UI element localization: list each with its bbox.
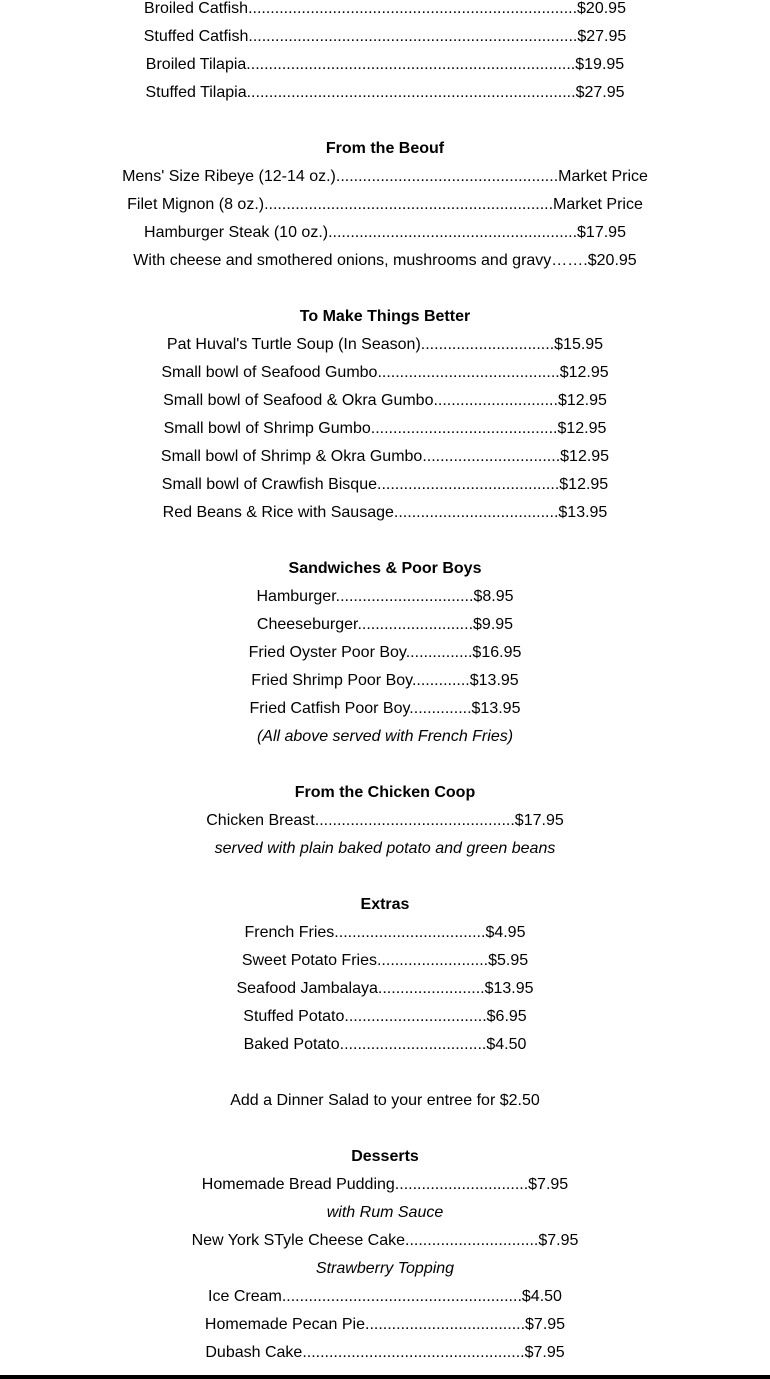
item-price: $12.95	[557, 420, 607, 437]
dot-leader: ................................	[344, 1008, 487, 1025]
item-price: $13.95	[469, 672, 519, 689]
menu-item	[0, 443, 770, 471]
dot-leader: ..................................................	[335, 168, 559, 185]
item-name: Hamburger	[256, 588, 336, 605]
item-name: Baked Potato	[243, 1036, 340, 1053]
dot-leader: .............	[411, 672, 470, 689]
item-name: Homemade Bread Pudding	[201, 1176, 395, 1193]
item-price: Market Price	[558, 168, 648, 185]
menu-item	[0, 695, 770, 723]
menu-item	[0, 471, 770, 499]
spacer	[0, 1115, 770, 1143]
dot-leader: ..........................................................................	[246, 84, 576, 101]
item-price: $13.95	[484, 980, 534, 997]
item-price: $7.95	[525, 1316, 566, 1333]
item-price: $17.95	[577, 224, 626, 241]
dot-leader: ..............................	[405, 1232, 539, 1249]
menu-item	[0, 1283, 770, 1311]
dot-leader: ....................................	[365, 1316, 526, 1333]
item-name: Cheeseburger	[256, 616, 358, 633]
item-price: $6.95	[486, 1008, 527, 1025]
dot-leader: ..................................	[334, 924, 486, 941]
menu-item	[0, 667, 770, 695]
menu-item	[0, 1171, 770, 1199]
item-name: Ice Cream	[208, 1288, 282, 1305]
item-name: Small bowl of Seafood Gumbo	[161, 364, 378, 381]
menu-item	[0, 639, 770, 667]
item-price: $12.95	[559, 364, 609, 381]
spacer	[0, 275, 770, 303]
item-name: Fried Shrimp Poor Boy	[251, 672, 412, 689]
menu-item	[0, 163, 770, 191]
dot-leader: ...............................	[335, 588, 474, 605]
dot-leader: ............................	[433, 392, 558, 409]
item-name: Stuffed Catfish	[143, 28, 249, 45]
dot-leader: .................................	[339, 1036, 487, 1053]
dot-leader: ..............	[409, 700, 472, 717]
menu-item	[0, 219, 770, 247]
item-price: $9.95	[473, 616, 514, 633]
item-price: $13.95	[558, 504, 608, 521]
item-price: $16.95	[472, 644, 522, 661]
menu-item	[0, 23, 770, 51]
item-name: Sweet Potato Fries	[241, 952, 377, 969]
dot-leader: ...............	[405, 644, 473, 661]
menu-item	[0, 919, 770, 947]
dot-leader: ..............................	[420, 336, 555, 353]
menu-item	[0, 583, 770, 611]
spacer	[0, 863, 770, 891]
item-name: Small bowl of Shrimp & Okra Gumbo	[160, 448, 423, 465]
menu-item	[0, 415, 770, 443]
item-name: Small bowl of Crawfish Bisque	[161, 476, 377, 493]
item-price: $19.95	[575, 56, 625, 73]
item-price: $12.95	[557, 392, 607, 409]
item-name: With cheese and smothered onions, mushrooms and gravy	[133, 252, 552, 269]
item-name: Pat Huval's Turtle Soup (In Season)	[166, 336, 421, 353]
item-price: $17.95	[514, 812, 564, 829]
section-heading: To Make Things Better	[299, 308, 471, 325]
menu-item	[0, 359, 770, 387]
dot-leader: ........................................................	[328, 224, 578, 241]
dot-leader: ..........................................	[370, 420, 558, 437]
item-price: $12.95	[559, 476, 609, 493]
menu-item	[0, 1311, 770, 1339]
dot-leader: .........................................	[377, 364, 560, 381]
item-name: Seafood Jambalaya	[236, 980, 378, 997]
item-note: Strawberry Topping	[315, 1260, 455, 1277]
item-price: $20.95	[587, 252, 637, 269]
dot-leader: ..........................................................................	[248, 28, 578, 45]
dot-leader: .....................................	[393, 504, 559, 521]
item-name: Hamburger Steak (10 oz.)	[144, 224, 329, 241]
menu-item	[0, 975, 770, 1003]
menu-item	[0, 1227, 770, 1255]
item-price: $4.95	[485, 924, 526, 941]
item-name: Fried Oyster Poor Boy	[248, 644, 406, 661]
item-name: French Fries	[244, 924, 335, 941]
spacer	[0, 1059, 770, 1087]
menu-item	[0, 79, 770, 107]
dot-leader: .........................	[376, 952, 489, 969]
spacer	[0, 527, 770, 555]
menu-item	[0, 51, 770, 79]
item-price: $15.95	[554, 336, 604, 353]
item-price: $7.95	[538, 1232, 579, 1249]
item-name: Broiled Tilapia	[145, 56, 247, 73]
section-heading: Sandwiches & Poor Boys	[288, 560, 482, 577]
dot-leader: .............................................	[314, 812, 515, 829]
dot-leader: …….	[551, 252, 588, 269]
dot-leader: ..............................	[394, 1176, 529, 1193]
item-name: New York STyle Cheese Cake	[191, 1232, 406, 1249]
menu-item	[0, 807, 770, 835]
menu-item	[0, 247, 770, 275]
dot-leader: ........................	[377, 980, 485, 997]
item-note: with Rum Sauce	[326, 1204, 444, 1221]
dot-leader: ..........................	[357, 616, 474, 633]
dot-leader: ..........................................................................	[246, 56, 576, 73]
dot-leader: .........................................	[377, 476, 560, 493]
section-heading: From the Chicken Coop	[294, 784, 476, 801]
spacer	[0, 751, 770, 779]
menu-item	[0, 191, 770, 219]
item-name: Small bowl of Seafood & Okra Gumbo	[163, 392, 434, 409]
menu-item	[0, 1339, 770, 1367]
item-price: $27.95	[575, 84, 625, 101]
item-name: Small bowl of Shrimp Gumbo	[163, 420, 371, 437]
item-price: $5.95	[488, 952, 529, 969]
menu-item	[0, 499, 770, 527]
item-price: Market Price	[553, 196, 643, 213]
item-name: Stuffed Tilapia	[145, 84, 247, 101]
dot-leader: ...............................	[422, 448, 561, 465]
item-price: $27.95	[577, 28, 627, 45]
item-price: $7.95	[524, 1344, 565, 1361]
bottom-border	[0, 1375, 770, 1379]
item-price: $8.95	[473, 588, 514, 605]
menu-item	[0, 1031, 770, 1059]
item-name: Red Beans & Rice with Sausage	[162, 504, 394, 521]
item-price: $7.95	[528, 1176, 569, 1193]
section-heading: From the Beouf	[325, 140, 445, 157]
item-price: $20.95	[577, 0, 626, 17]
item-name: Mens' Size Ribeye (12-14 oz.)	[122, 168, 336, 185]
item-name: Broiled Catfish	[144, 0, 249, 17]
item-price: $13.95	[471, 700, 521, 717]
section-heading: Extras	[360, 896, 410, 913]
menu-item	[0, 1003, 770, 1031]
section-heading: Desserts	[351, 1148, 419, 1165]
item-name: Stuffed Potato	[243, 1008, 345, 1025]
section-note: served with plain baked potato and green beans	[214, 840, 556, 857]
dot-leader: ..................................................	[302, 1344, 525, 1361]
menu-item	[0, 331, 770, 359]
item-price: $4.50	[486, 1036, 527, 1053]
dot-leader: ......................................................	[281, 1288, 522, 1305]
item-price: $4.50	[521, 1288, 562, 1305]
item-price: $12.95	[560, 448, 610, 465]
menu-item	[0, 387, 770, 415]
dot-leader: .................................................................	[264, 196, 554, 213]
spacer	[0, 107, 770, 135]
dot-leader: ..........................................................................	[248, 0, 578, 17]
item-name: Filet Mignon (8 oz.)	[127, 196, 265, 213]
menu-item	[0, 0, 770, 23]
item-name: Dubash Cake	[205, 1344, 303, 1361]
item-name: Fried Catfish Poor Boy	[249, 700, 410, 717]
section-note: (All above served with French Fries)	[256, 728, 514, 745]
menu-item	[0, 611, 770, 639]
item-name: Chicken Breast	[206, 812, 315, 829]
salad-note: Add a Dinner Salad to your entree for $2.50	[230, 1092, 540, 1109]
menu-item	[0, 947, 770, 975]
item-name: Homemade Pecan Pie	[204, 1316, 365, 1333]
